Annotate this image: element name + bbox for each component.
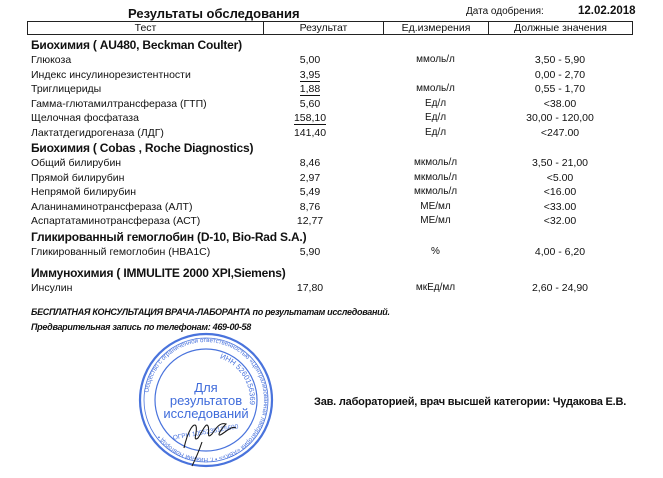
test-unit: Ед/л	[424, 112, 447, 123]
test-name: Глюкоза	[31, 54, 72, 66]
test-result	[280, 69, 340, 81]
section-title: Иммунохимия ( IMMULITE 2000 XPI,Siemens)	[31, 265, 286, 280]
section-title: Биохимия ( AU480, Beckman Coulter)	[31, 38, 242, 52]
lab-stamp	[136, 330, 276, 470]
test-result	[280, 83, 340, 95]
column-header-test: Тест	[28, 22, 264, 34]
appointment-note: Предварительная запись по телефонам: 469-00-58	[31, 322, 251, 332]
stamp-line-1: Для	[194, 380, 218, 395]
table-row	[0, 68, 663, 83]
test-reference: <247.00	[540, 126, 580, 139]
stamp-line-3: исследований	[163, 406, 249, 421]
table-row	[0, 53, 663, 68]
approval-date: 12.02.2018	[578, 5, 636, 17]
test-name: Общий билирубин	[31, 157, 122, 169]
section-header	[0, 265, 663, 281]
test-name: Гликированный гемоглобин (HBA1C)	[31, 245, 211, 258]
consultation-note: БЕСПЛАТНАЯ КОНСУЛЬТАЦИЯ ВРАЧА-ЛАБОРАНТА по результатам исследований.	[31, 307, 390, 317]
test-result: 8,76	[299, 200, 321, 213]
test-unit: мкмоль/л	[413, 157, 458, 168]
test-name: Щелочная фосфатаза	[31, 112, 139, 124]
table-row	[0, 214, 663, 229]
table-row	[0, 82, 663, 97]
approval-date-label: Дата одобрения:	[466, 6, 544, 17]
table-row	[0, 281, 663, 301]
test-name: Гамма-глютамилтрансфераза (ГТП)	[31, 97, 207, 110]
table-row	[0, 245, 663, 265]
stamp-ogrn: ОГРН 1055238125690	[172, 423, 240, 442]
test-reference: <5.00	[546, 171, 574, 184]
test-result: 5,60	[299, 97, 321, 110]
test-reference: <32.00	[543, 215, 577, 227]
table-header	[27, 21, 633, 35]
test-name: Индекс инсулинорезистентности	[31, 68, 191, 81]
test-reference: 3,50 - 21,00	[531, 157, 589, 169]
table-row	[0, 97, 663, 112]
test-result	[280, 112, 340, 124]
stamp-line-2: результатов	[169, 393, 243, 408]
page-title: Результаты обследования	[128, 6, 300, 21]
results-table	[0, 37, 663, 301]
flagged-result-value: 3,95	[299, 68, 321, 81]
table-row	[0, 156, 663, 171]
test-unit: МЕ/мл	[420, 200, 451, 212]
section-header	[0, 140, 663, 156]
test-unit: ммоль/л	[416, 83, 455, 94]
section-header	[0, 229, 663, 245]
section-title: Гликированный гемоглобин (D-10, Bio-Rad S.A.)	[31, 229, 307, 244]
test-reference: 30,00 - 120,00	[526, 112, 594, 124]
test-result: 2,97	[299, 171, 321, 184]
test-unit: %	[431, 245, 440, 257]
table-row	[0, 171, 663, 186]
test-unit: ммоль/л	[416, 54, 455, 65]
test-name: Инсулин	[31, 281, 73, 294]
test-name: Непрямой билирубин	[31, 186, 136, 198]
section-header	[0, 37, 663, 53]
test-unit: мкмоль/л	[413, 186, 458, 197]
test-name: Аланинаминотрансфераза (АЛТ)	[31, 200, 193, 213]
table-row	[0, 200, 663, 215]
flagged-result-value: 1,88	[299, 83, 321, 95]
test-reference: 4,00 - 6,20	[534, 245, 586, 258]
test-name: Триглицериды	[31, 83, 102, 95]
table-row	[0, 126, 663, 141]
lab-head-signature-line: Зав. лабораторией, врач высшей категории: Чудакова Е.В.	[314, 396, 627, 408]
section-title: Биохимия ( Cobas , Roche Diagnostics)	[31, 141, 254, 155]
test-unit: Ед/л	[424, 97, 447, 109]
test-result: 17,80	[296, 281, 324, 294]
test-reference: 0,55 - 1,70	[534, 83, 586, 95]
test-reference: <33.00	[543, 200, 577, 213]
test-result: 5,90	[299, 245, 321, 258]
test-result: 8,46	[299, 157, 321, 169]
test-unit: мкмоль/л	[413, 171, 458, 183]
test-result: 5,00	[299, 54, 321, 66]
column-header-result: Результат	[264, 22, 384, 34]
table-row	[0, 185, 663, 200]
test-reference: 2,60 - 24,90	[531, 281, 589, 294]
test-name: Прямой билирубин	[31, 171, 125, 184]
test-unit: мкЕд/мл	[415, 281, 456, 293]
column-header-reference: Должные значения	[514, 22, 607, 34]
test-unit: МЕ/мл	[420, 215, 451, 226]
test-result: 5,49	[299, 186, 321, 198]
table-row	[0, 111, 663, 126]
test-result: 141,40	[293, 126, 327, 139]
test-unit: Ед/л	[424, 126, 447, 138]
test-reference: <38.00	[543, 97, 577, 110]
test-reference: <16.00	[543, 186, 577, 198]
flagged-result-value: 158,10	[293, 112, 327, 124]
column-header-unit: Ед.измерения	[384, 22, 489, 34]
stamp-inn: ИНН 5260156369	[218, 351, 258, 406]
test-result: 12,77	[296, 215, 324, 227]
stamp-ring-text: Общество с ограниченной ответственностью «Централизованная лаборатория «АВК»» • г. Нижний Новгород •	[143, 336, 270, 464]
test-reference: 3,50 - 5,90	[534, 54, 586, 66]
test-reference: 0,00 - 2,70	[534, 68, 586, 81]
test-name: Аспартатаминотрансфераза (АСТ)	[31, 215, 201, 227]
test-name: Лактатдегидрогеназа (ЛДГ)	[31, 126, 164, 139]
